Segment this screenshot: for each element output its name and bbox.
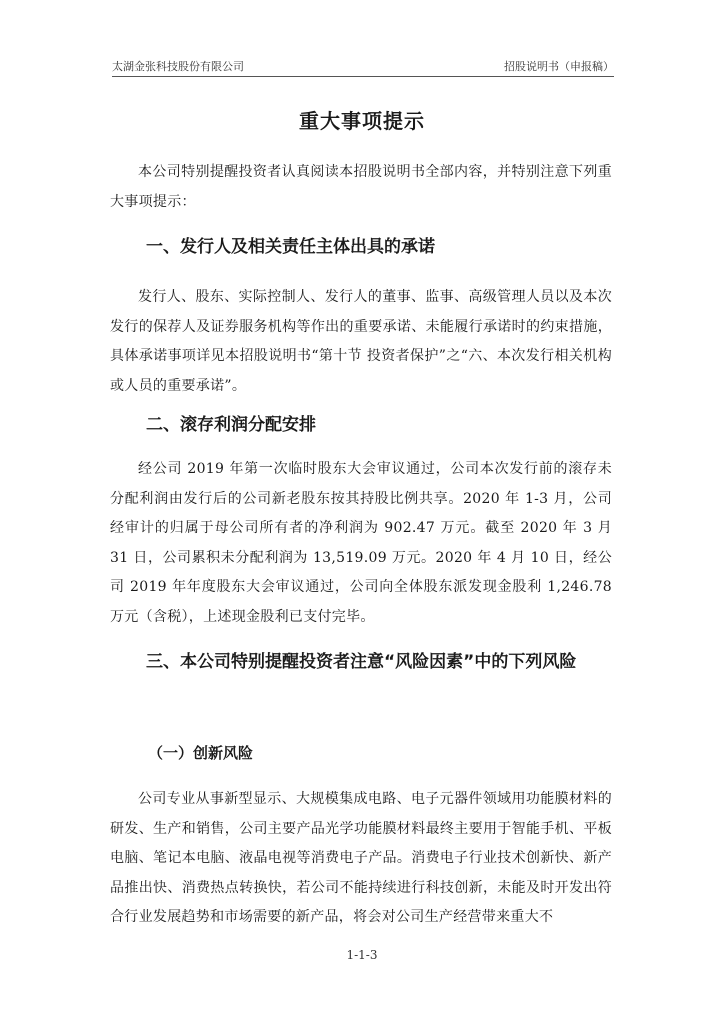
intro-paragraph: 本公司特别提醒投资者认真阅读本招股说明书全部内容，并特别注意下列重大事项提示： [110,164,612,210]
page-header [112,58,614,77]
section-3-heading: 三、本公司特别提醒投资者注意“风险因素”中的下列风险 [146,652,577,672]
section-1-paragraph: 发行人、股东、实际控制人、发行人的董事、监事、高级管理人员以及本次发行的保荐人及证券服务机构等作出的重要承诺、未能履行承诺时的约束措施，具体承诺事项详见本招股说明书“第十节 投资者保护”之“六、本次发行相关机构或人员的重要承诺”。 [110,289,612,394]
section-3-subheading: （一）创新风险 [148,744,254,762]
header-document-name: 招股说明书（申报稿） [504,60,614,73]
section-3-paragraph: 公司专业从事新型显示、大规模集成电路、电子元器件领域用功能膜材料的研发、生产和销售，公司主要产品光学功能膜材料最终主要用于智能手机、平板电脑、笔记本电脑、液晶电视等消费电子产品。消费电子行业技术创新快、新产品推出快、消费热点转换快，若公司不能持续进行科技创新，未能及时开发出符合行业发展趋势和市场需要的新产品，将会对公司生产经营带来重大不 [110,791,612,925]
section-2-paragraph: 经公司 2019 年第一次临时股东大会审议通过，公司本次发行前的滚存未分配利润由发行后的公司新老股东按其持股比例共享。2020 年 1-3 月，公司经审计的归属于母公司所有者的净利润为 902.47 万元。截至 2020 年 3 月 31 日，公司累积未分配利润为 13,519.09 万元。2020 年 4 月 10 日，经公司 2019 年年度股东大会审议通过，公司向全体股东派发现金股利 1,246.78 万元（含税），上述现金股利已支付完毕。 [110,461,612,625]
section-2-heading: 二、滚存利润分配安排 [146,415,316,435]
page-title: 重大事项提示 [299,109,425,133]
page-number: 1-1-3 [346,948,378,962]
header-company-name: 太湖金张科技股份有限公司 [112,60,244,73]
section-1-heading: 一、发行人及相关责任主体出具的承诺 [146,237,435,257]
